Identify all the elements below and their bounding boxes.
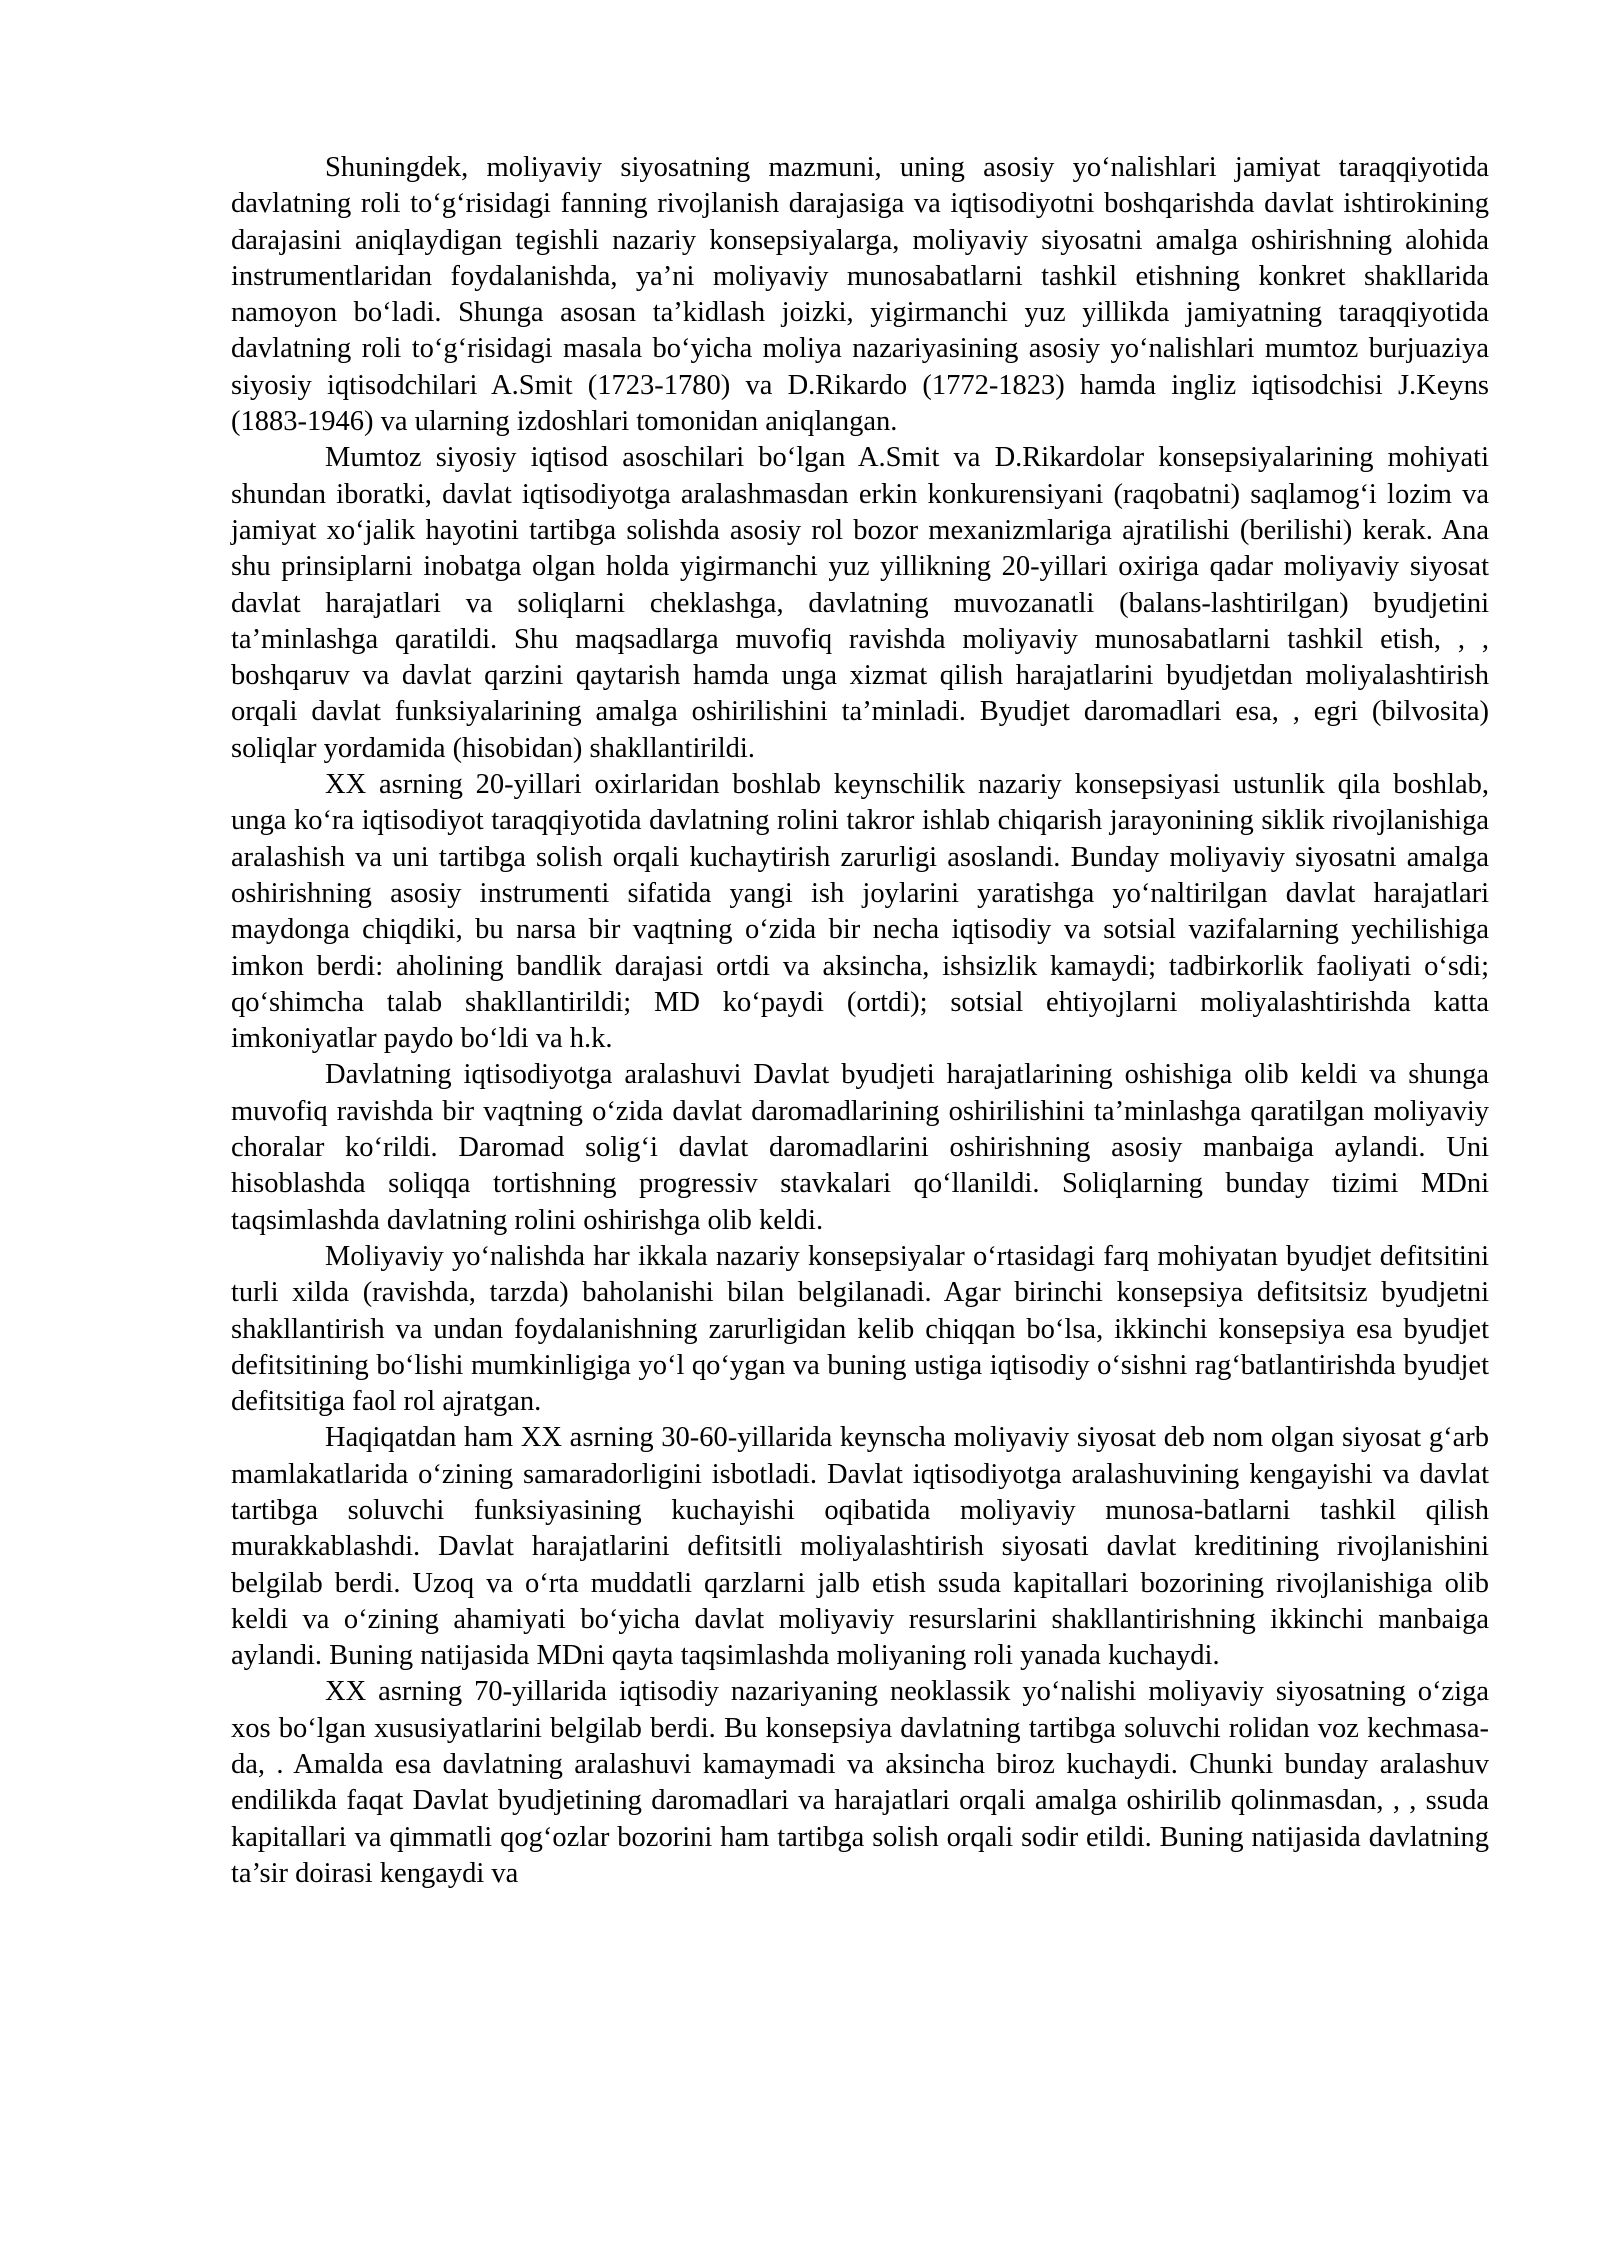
paragraph-1: Shuningdek, moliyaviy siyosatning mazmuni, uning asosiy yo‘nalishlari jamiyat taraqqiyotida davlatning roli to‘g‘risidagi fanning rivojlanish darajasiga va iqtisodiyotni boshqarishda davlat ishtirokining darajasini aniqlaydigan tegishli nazariy konsepsiyalarga, moliyaviy siyosatni amalga oshirishning alohida instrumentlaridan foydalanishda, ya’ni moliyaviy munosabatlarni tashkil etishning konkret shakllarida namoyon bo‘ladi. Shunga asosan ta’kidlash joizki, yigirmanchi yuz yillikda jamiyatning taraqqiyotida davlatning roli to‘g‘risidagi masala bo‘yicha moliya nazariyasining asosiy yo‘nalishlari mumtoz burjuaziya siyosiy iqtisodchilari A.Smit (1723-1780) va D.Rikardo (1772-1823) hamda ingliz iqtisodchisi J.Keyns (1883-1946) va ularning izdoshlari tomonidan aniqlangan. — [231, 152, 1489, 438]
document-page — [231, 150, 1489, 1892]
paragraph-5: Moliyaviy yo‘nalishda har ikkala nazariy konsepsiyalar o‘rtasidagi farq mohiyatan byudjet defitsitini turli xilda (ravishda, tarzda) baholanishi bilan belgilanadi. Agar birinchi konsepsiya defitsitsiz byudjetni shakllantirish va undan foydalanishning zarurligidan kelib chiqqan bo‘lsa, ikkinchi konsepsiya esa byudjet defitsitining bo‘lishi mumkinligiga yo‘l qo‘ygan va buning ustiga iqtisodiy o‘sishni rag‘batlantirishda byudjet defitsitiga faol rol ajratgan. — [231, 1240, 1489, 1418]
paragraph-3: XX asrning 20-yillari oxirlaridan boshlab keynschilik nazariy konsepsiyasi ustunlik qila boshlab, unga ko‘ra iqtisodiyot taraqqiyotida davlatning rolini takror ishlab chiqarish jarayonining siklik rivojlanishiga aralashish va uni tartibga solish orqali kuchaytirish zarurligi asoslandi. Bunday moliyaviy siyosatni amalga oshirishning asosiy instrumenti sifatida yangi ish joylarini yaratishga yo‘naltirilgan davlat harajatlari maydonga chiqdiki, bu narsa bir vaqtning o‘zida bir necha iqtisodiy va sotsial vazifalarning yechilishiga imkon berdi: aholining bandlik darajasi ortdi va aksincha, ishsizlik kamaydi; tadbirkorlik faoliyati o‘sdi; qo‘shimcha talab shakllantirildi; MD ko‘paydi (ortdi); sotsial ehtiyojlarni moliyalashtirishda katta imkoniyatlar paydo bo‘ldi va h.k. — [231, 769, 1489, 1055]
paragraph-6: Haqiqatdan ham XX asrning 30-60-yillarida keynscha moliyaviy siyosat deb nom olgan siyosat g‘arb mamlakatlarida o‘zining samaradorligini isbotladi. Davlat iqtisodiyotga aralashuvining kengayishi va davlat tartibga soluvchi funksiyasining kuchayishi oqibatida moliyaviy munosa-batlarni tashkil qilish murakkablashdi. Davlat harajatlarini defitsitli moliyalashtirish siyosati davlat kreditining rivojlanishini belgilab berdi. Uzoq va o‘rta muddatli qarzlarni jalb etish ssuda kapitallari bozorining rivojlanishiga olib keldi va o‘zining ahamiyati bo‘yicha davlat moliyaviy resurslarini shakllantirishning ikkinchi manbaiga aylandi. Buning natijasida MDni qayta taqsimlashda moliyaning roli yanada kuchaydi. — [231, 1422, 1489, 1672]
paragraph-7: XX asrning 70-yillarida iqtisodiy nazariyaning neoklassik yo‘nalishi moliyaviy siyosatning o‘ziga xos bo‘lgan xususiyatlarini belgilab berdi. Bu konsepsiya davlatning tartibga soluvchi rolidan voz kechmasa-da, . Amalda esa davlatning aralashuvi kamaymadi va aksincha biroz kuchaydi. Chunki bunday aralashuv endilikda faqat Davlat byudjetining daromadlari va harajatlari orqali amalga oshirilib qolinmasdan, , , ssuda kapitallari va qimmatli qog‘ozlar bozorini ham tartibga solish orqali sodir etildi. Buning natijasida davlatning ta’sir doirasi kengaydi va — [231, 1676, 1489, 1889]
paragraph-2: Mumtoz siyosiy iqtisod asoschilari bo‘lgan A.Smit va D.Rikardolar konsepsiyalarining mohiyati shundan iboratki, davlat iqtisodiyotga aralashmasdan erkin konkurensiyani (raqobatni) saqlamog‘i lozim va jamiyat xo‘jalik hayotini tartibga solishda asosiy rol bozor mexanizmlariga ajratilishi (berilishi) kerak. Ana shu prinsiplarni inobatga olgan holda yigirmanchi yuz yillikning 20-yillari oxiriga qadar moliyaviy siyosat davlat harajatlari va soliqlarni cheklashga, davlatning muvozanatli (balans-lashtirilgan) byudjetini ta’minlashga qaratildi. Shu maqsadlarga muvofiq ravishda moliyaviy munosabatlarni tashkil etish, , , boshqaruv va davlat qarzini qaytarish hamda unga xizmat qilish harajatlarini byudjetdan moliyalashtirish orqali davlat funksiyalarining amalga oshirilishini ta’minladi. Byudjet daromadlari esa, , egri (bilvosita) soliqlar yordamida (hisobidan) shakllantirildi. — [231, 442, 1489, 764]
paragraph-4: Davlatning iqtisodiyotga aralashuvi Davlat byudjeti harajatlarining oshishiga olib keldi va shunga muvofiq ravishda bir vaqtning o‘zida davlat daromadlarining oshirilishini ta’minlashga qaratilgan moliyaviy choralar ko‘rildi. Daromad solig‘i davlat daromadlarini oshirishning asosiy manbaiga aylandi. Uni hisoblashda soliqqa tortishning progressiv stavkalari qo‘llanildi. Soliqlarning bunday tizimi MDni taqsimlashda davlatning rolini oshirishga olib keldi. — [231, 1059, 1489, 1236]
